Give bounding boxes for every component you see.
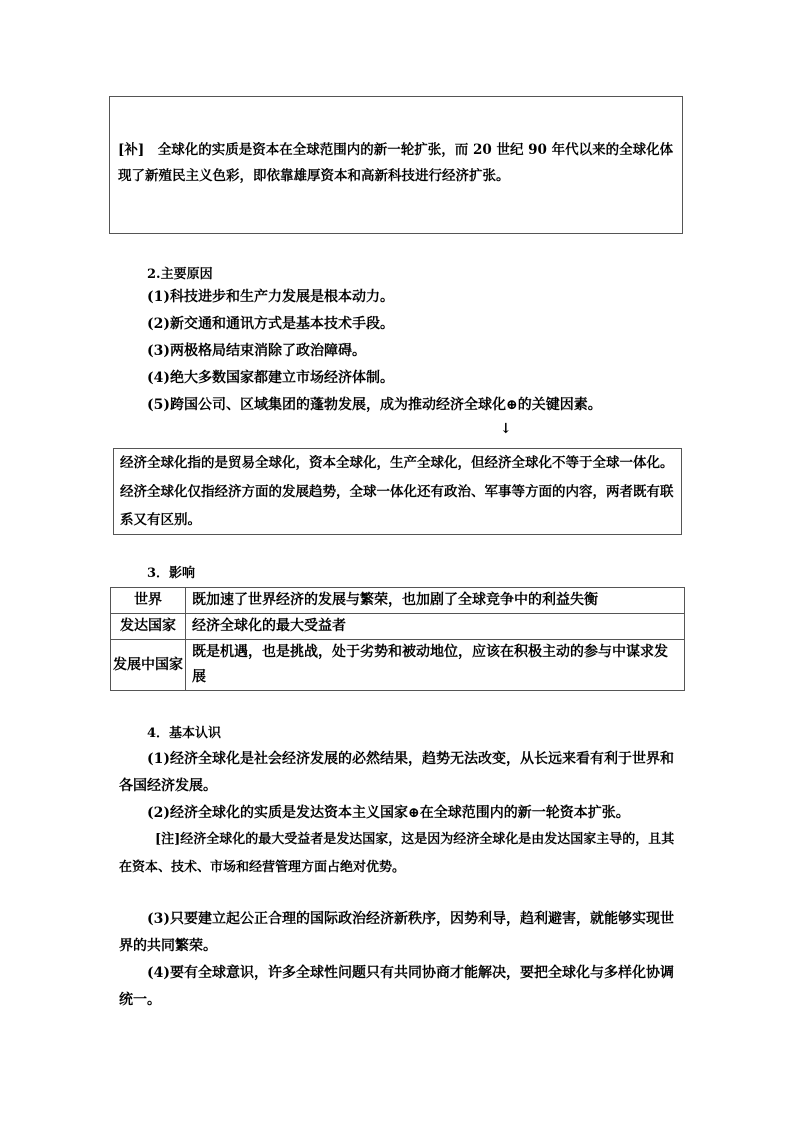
supplement-box [109, 96, 683, 234]
understanding-p1: (1)经济全球化是社会经济发展的必然结果，趋势无法改变，从长远来看有利于世界和各国经济发展。 [119, 751, 674, 794]
section-title-understanding: 4．基本认识 [147, 726, 222, 741]
explain-box [113, 448, 682, 535]
understanding-p4: (4)要有全球意识，许多全球性问题只有共同协商才能解决，要把全球化与多样化协调统一。 [119, 965, 674, 1008]
table-row [111, 588, 685, 614]
note-text: [注]经济全球化的最大受益者是发达国家，这是因为经济全球化是由发达国家主导的，且其在资本、技术、市场和经营管理方面占绝对优势。 [119, 832, 675, 875]
section-title-causes: 2.主要原因 [147, 267, 213, 282]
cause-item-2: (2)新交通和通讯方式是基本技术手段。 [147, 316, 394, 332]
cause-item-1: (1)科技进步和生产力发展是根本动力。 [147, 289, 394, 305]
understanding-p3: (3)只要建立起公正合理的国际政治经济新秩序，因势利导，趋利避害，就能够实现世界的共同繁荣。 [119, 911, 674, 954]
table-row [111, 614, 685, 640]
impact-value: 经济全球化的最大受益者 [186, 614, 685, 640]
cause-item-4: (4)绝大多数国家都建立市场经济体制。 [147, 370, 394, 386]
supplement-text: [补] 全球化的实质是资本在全球范围内的新一轮扩张，而 20 世纪 90 年代以来的全球化体现了新殖民主义色彩，即依靠雄厚资本和高新科技进行经济扩张。 [118, 142, 674, 184]
impact-table [110, 587, 685, 691]
impact-value: 既是机遇，也是挑战，处于劣势和被动地位，应该在积极主动的参与中谋求发展 [186, 640, 685, 691]
impact-key: 发达国家 [111, 614, 186, 640]
table-row [111, 640, 685, 691]
cause-item-3: (3)两极格局结束消除了政治障碍。 [147, 343, 366, 359]
understanding-p2: (2)经济全球化的实质是发达资本主义国家⊕在全球范围内的新一轮资本扩张。 [147, 805, 630, 821]
section-title-impact: 3．影响 [147, 566, 196, 581]
impact-key: 世界 [111, 588, 186, 614]
impact-value: 既加速了世界经济的发展与繁荣，也加剧了全球竞争中的利益失衡 [186, 588, 685, 614]
down-arrow-icon: ↓ [500, 421, 512, 437]
explain-text: 经济全球化指的是贸易全球化，资本全球化，生产全球化，但经济全球化不等于全球一体化。经济全球化仅指经济方面的发展趋势，全球一体化还有政治、军事等方面的内容，两者既有联系又有区别。 [120, 455, 674, 528]
cause-item-5: (5)跨国公司、区域集团的蓬勃发展，成为推动经济全球化⊕的关键因素。 [147, 397, 602, 413]
impact-key: 发展中国家 [111, 640, 186, 691]
